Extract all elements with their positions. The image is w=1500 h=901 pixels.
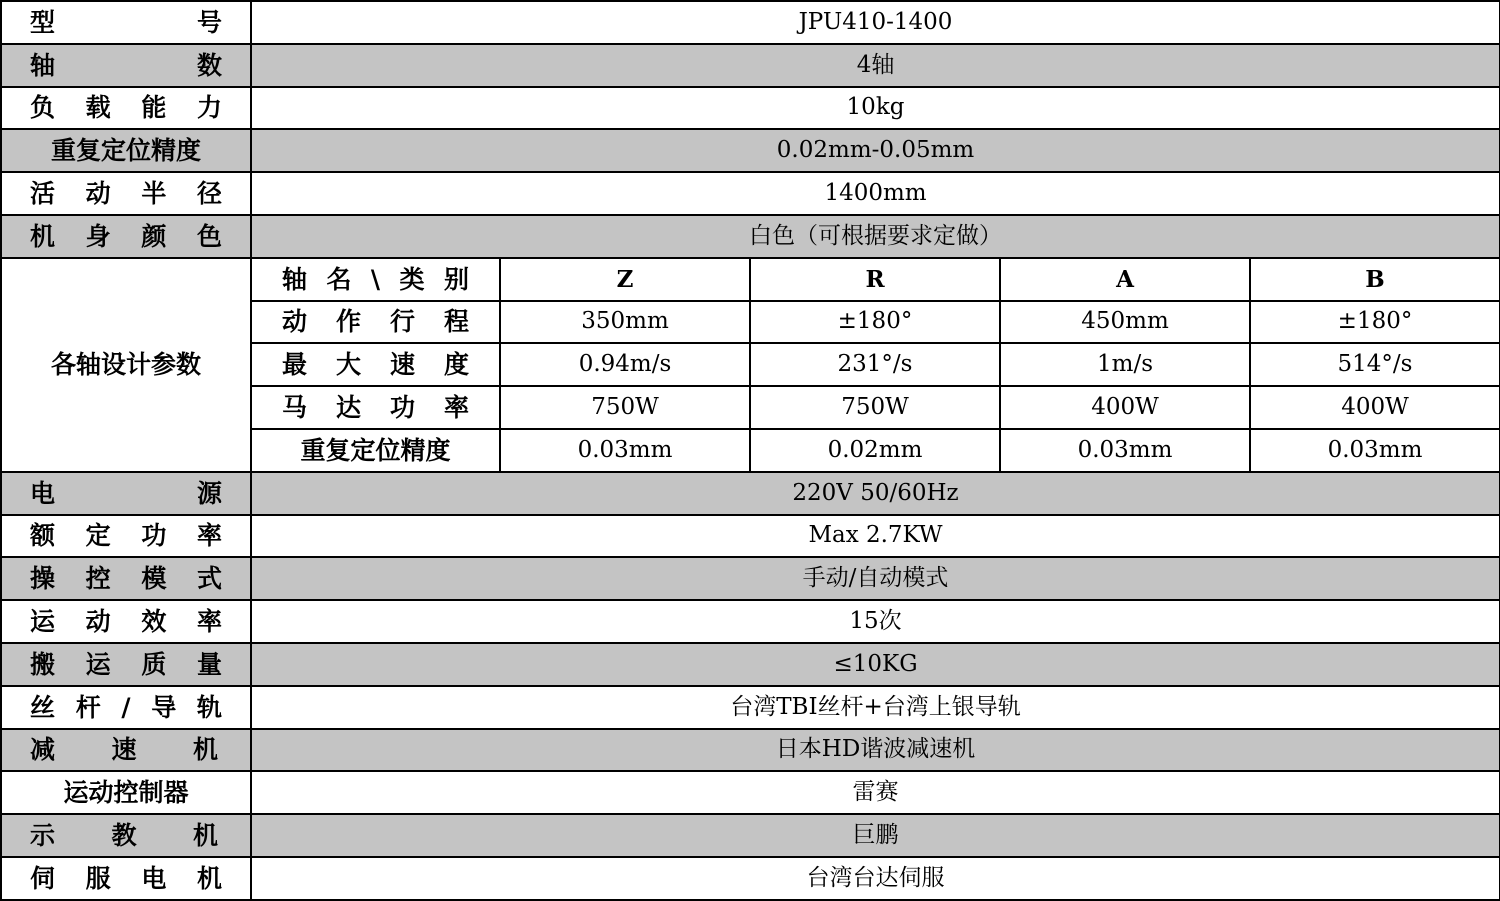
axis-cell: 750W (750, 386, 1000, 429)
axis-column-b: B (1250, 258, 1500, 301)
row-label: 轴数 (1, 44, 251, 87)
row-value: ≤10KG (251, 643, 1500, 686)
row-label: 运动效率 (1, 600, 251, 643)
spec-row-axes (1, 44, 1500, 87)
axis-column-r: R (750, 258, 1000, 301)
axis-cell: 231°/s (750, 343, 1000, 386)
row-label: 机身颜色 (1, 215, 251, 258)
row-value: 220V 50/60Hz (251, 472, 1500, 515)
row-label: 示教机 (1, 814, 251, 857)
row-value: 巨鹏 (251, 814, 1500, 857)
row-label: 重复定位精度 (1, 129, 251, 172)
axis-column-z: Z (500, 258, 750, 301)
spec-row-handling-mass (1, 643, 1500, 686)
spec-row-power-supply (1, 472, 1500, 515)
row-label: 操控模式 (1, 557, 251, 600)
row-value: 15次 (251, 600, 1500, 643)
row-label: 运动控制器 (1, 771, 251, 814)
row-label: 负载能力 (1, 87, 251, 130)
row-label: 丝杆/导轨 (1, 686, 251, 729)
spec-row-control-mode (1, 557, 1500, 600)
spec-row-rated-power (1, 515, 1500, 558)
spec-row-reducer (1, 729, 1500, 772)
axis-row-label: 马达功率 (251, 386, 500, 429)
axis-cell: 0.03mm (1250, 429, 1500, 472)
row-value: 1400mm (251, 172, 1500, 215)
row-label: 搬运质量 (1, 643, 251, 686)
axis-cell: 350mm (500, 301, 750, 344)
axis-row-label: 动作行程 (251, 301, 500, 344)
row-value: 白色（可根据要求定做） (251, 215, 1500, 258)
row-label: 电源 (1, 472, 251, 515)
spec-row-efficiency (1, 600, 1500, 643)
row-label: 减速机 (1, 729, 251, 772)
row-label: 伺服电机 (1, 857, 251, 900)
row-value: 日本HD谐波减速机 (251, 729, 1500, 772)
spec-row-color (1, 215, 1500, 258)
row-value: JPU410-1400 (251, 1, 1500, 44)
axis-cell: 514°/s (1250, 343, 1500, 386)
axis-cell: 400W (1000, 386, 1250, 429)
axis-header-row (1, 258, 1500, 301)
axis-cell: 0.03mm (500, 429, 750, 472)
spec-row-repeatability (1, 129, 1500, 172)
axis-cell: 400W (1250, 386, 1500, 429)
row-value: 0.02mm-0.05mm (251, 129, 1500, 172)
spec-row-model (1, 1, 1500, 44)
axis-cell: 0.02mm (750, 429, 1000, 472)
axis-header-label: 轴名\类别 (251, 258, 500, 301)
row-label: 额定功率 (1, 515, 251, 558)
axis-row-label: 重复定位精度 (251, 429, 500, 472)
spec-row-screw-guide (1, 686, 1500, 729)
axis-column-a: A (1000, 258, 1250, 301)
row-label: 型号 (1, 1, 251, 44)
axis-cell: ±180° (750, 301, 1000, 344)
spec-row-teach-pendant (1, 814, 1500, 857)
spec-row-payload (1, 87, 1500, 130)
axis-row-label: 最大速度 (251, 343, 500, 386)
axis-group-label: 各轴设计参数 (1, 258, 251, 472)
row-value: 雷赛 (251, 771, 1500, 814)
row-value: Max 2.7KW (251, 515, 1500, 558)
row-value: 台湾台达伺服 (251, 857, 1500, 900)
axis-cell: 750W (500, 386, 750, 429)
row-value: 手动/自动模式 (251, 557, 1500, 600)
axis-cell: 0.94m/s (500, 343, 750, 386)
axis-cell: 450mm (1000, 301, 1250, 344)
axis-cell: ±180° (1250, 301, 1500, 344)
axis-cell: 0.03mm (1000, 429, 1250, 472)
row-value: 4轴 (251, 44, 1500, 87)
row-label: 活动半径 (1, 172, 251, 215)
row-value: 10kg (251, 87, 1500, 130)
spec-row-radius (1, 172, 1500, 215)
row-value: 台湾TBI丝杆+台湾上银导轨 (251, 686, 1500, 729)
spec-row-motion-controller (1, 771, 1500, 814)
axis-cell: 1m/s (1000, 343, 1250, 386)
spec-row-servo-motor (1, 857, 1500, 900)
